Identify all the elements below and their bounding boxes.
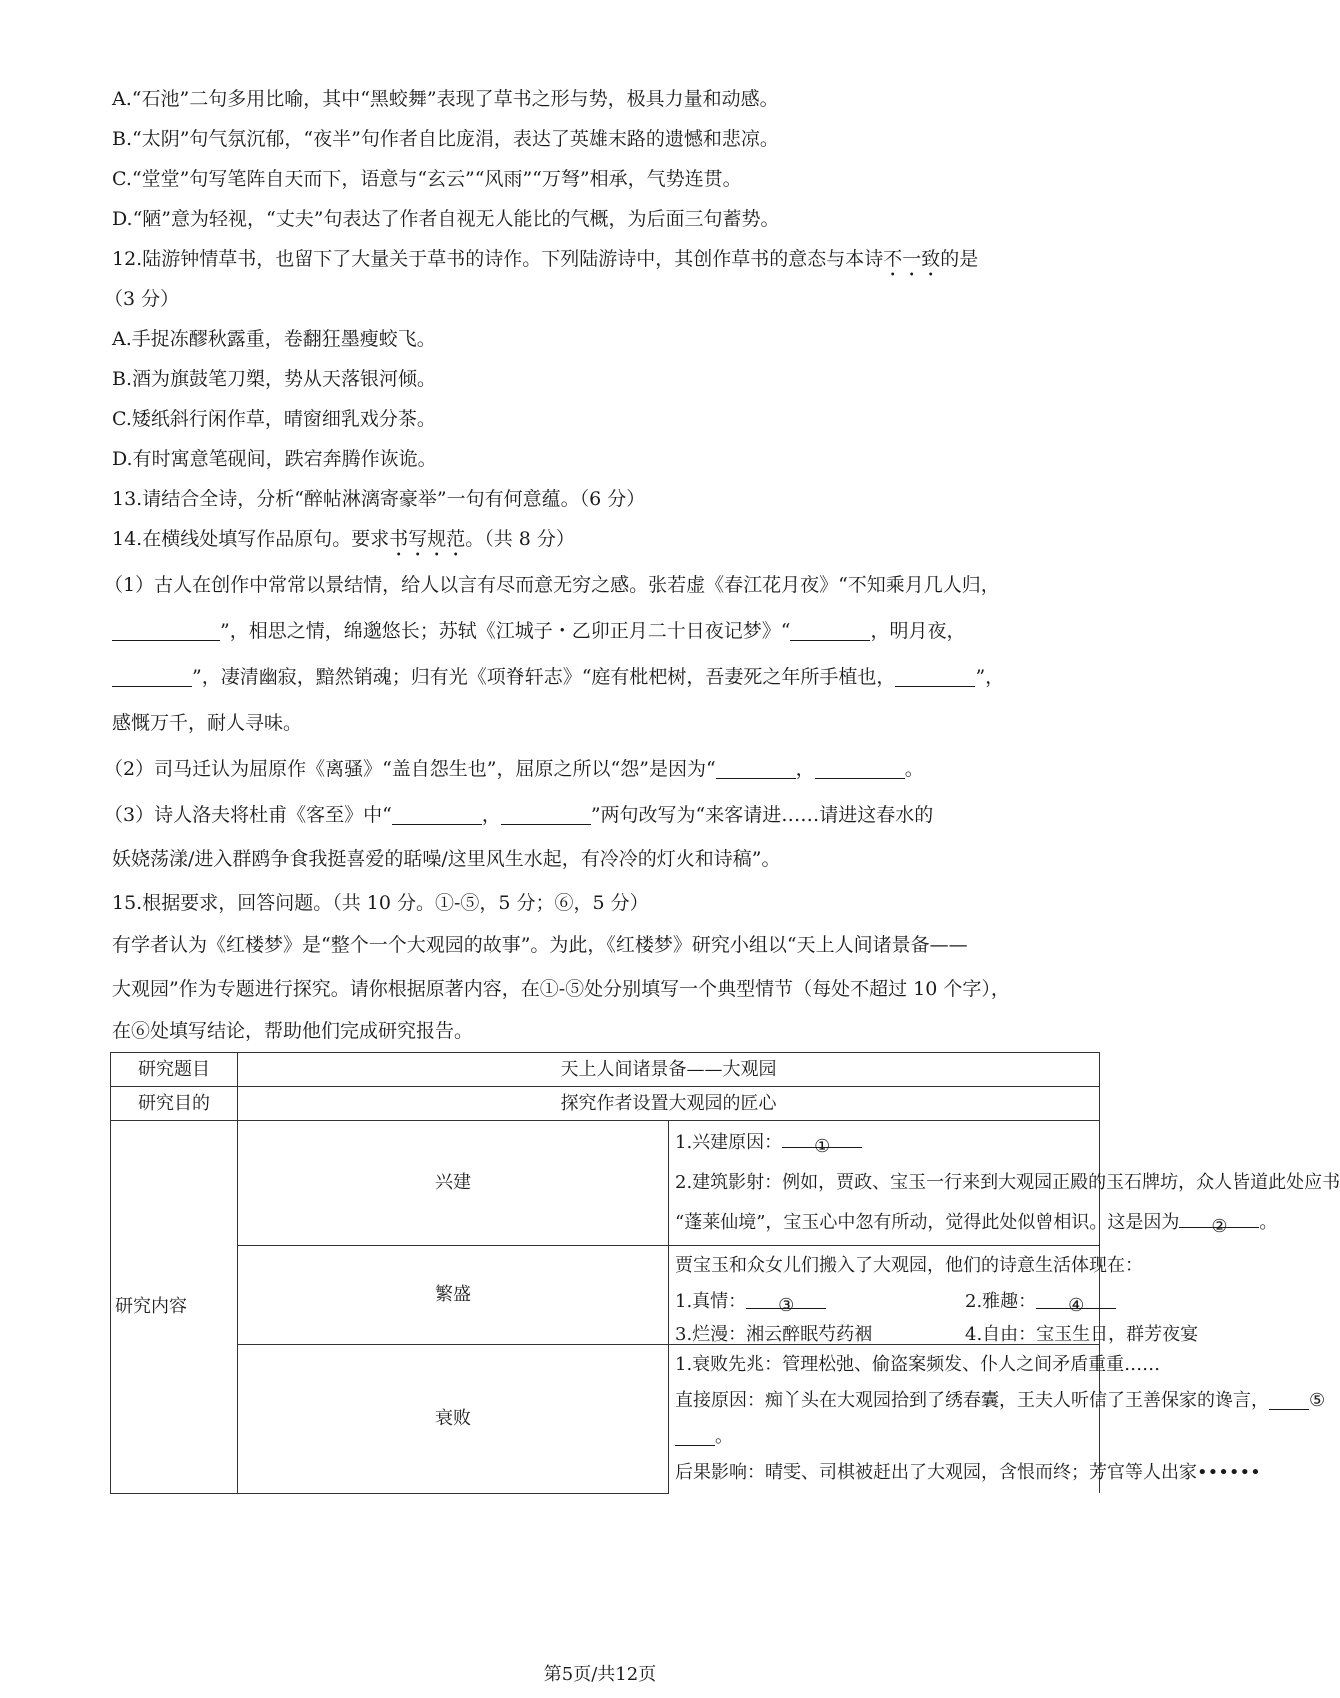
fansheng-line2: 1.真情： ③ 2.雅趣： ④ bbox=[675, 1284, 1093, 1320]
q14-part1-line3: ”，凄清幽寂，黯然销魂；归有光《项脊轩志》“庭有枇杷树，吾妻死之年所手植也， ”， bbox=[112, 664, 1102, 690]
table-row bbox=[111, 1087, 1100, 1121]
answer-blank[interactable] bbox=[112, 620, 220, 641]
section-label-fansheng: 繁盛 bbox=[238, 1246, 669, 1345]
answer-blank-5b[interactable] bbox=[675, 1425, 715, 1446]
q11-option-b: B.“太阴”句气氛沉郁，“夜半”句作者自比庞涓，表达了英雄末路的遗憾和悲凉。 bbox=[112, 128, 779, 150]
answer-blank[interactable] bbox=[392, 804, 482, 825]
blank-5-marker: ⑤ bbox=[1309, 1390, 1326, 1411]
fansheng-line3: 3.烂漫：湘云醉眠芍药裀 4.自由：宝玉生日，群芳夜宴 bbox=[675, 1324, 1199, 1345]
row-label-purpose: 研究目的 bbox=[111, 1087, 238, 1121]
q13-stem: 13.请结合全诗，分析“醉帖淋漓寄豪举”一句有何意蕴。（6 分） bbox=[112, 488, 646, 510]
xingjian-line1: 1.兴建原因： ① bbox=[675, 1123, 1093, 1163]
q14-part1-line1: （1）古人在创作中常常以景结情，给人以言有尽而意无穷之感。张若虚《春江花月夜》“不知乘月几人归， bbox=[104, 574, 1000, 596]
q14-part1-line4: 感慨万千，耐人寻味。 bbox=[112, 712, 303, 734]
q12-score: （3 分） bbox=[104, 288, 180, 310]
research-report-table bbox=[110, 1052, 1340, 1494]
answer-blank[interactable] bbox=[716, 758, 796, 779]
section-xingjian bbox=[669, 1121, 1340, 1246]
row-label-topic: 研究题目 bbox=[111, 1053, 238, 1087]
answer-blank-1[interactable]: ① bbox=[782, 1127, 862, 1148]
q12-option-c: C.矮纸斜行闲作草，晴窗细乳戏分茶。 bbox=[112, 408, 436, 430]
q12-stem: 12.陆游钟情草书，也留下了大量关于草书的诗作。下列陆游诗中，其创作草书的意态与本诗不一致的是 bbox=[112, 248, 979, 270]
q12-option-d: D.有时寓意笔砚间，跌宕奔腾作诙诡。 bbox=[112, 448, 437, 470]
answer-blank-3[interactable]: ③ bbox=[746, 1288, 826, 1309]
xingjian-line2: 2.建筑影射：例如，贾政、宝玉一行来到大观园正殿的玉石牌坊，众人皆道此处应书 bbox=[675, 1172, 1340, 1193]
q14-part1-line2: ”，相思之情，绵邈悠长；苏轼《江城子・乙卯正月二十日夜记梦》“ ，明月夜， bbox=[112, 618, 1102, 644]
answer-blank[interactable] bbox=[112, 666, 192, 687]
q11-option-a: A.“石池”二句多用比喻，其中“黑蛟舞”表现了草书之形与势，极具力量和动感。 bbox=[112, 88, 779, 110]
q12-option-a: A.手捉冻醪秋露重，卷翻狂墨瘦蛟飞。 bbox=[112, 328, 436, 350]
answer-blank-5a[interactable] bbox=[1269, 1389, 1309, 1410]
shuaibai-line2: 直接原因：痴丫头在大观园拾到了绣春囊，王夫人听信了王善保家的谗言， ⑤ bbox=[675, 1390, 1326, 1411]
answer-blank[interactable] bbox=[815, 758, 905, 779]
xingjian-line3: “蓬莱仙境”，宝玉心中忽有所动，觉得此处似曾相识。这是因为 ② 。 bbox=[675, 1203, 1093, 1243]
answer-blank[interactable] bbox=[895, 666, 975, 687]
q12-emphasis: 不一致 bbox=[883, 248, 941, 270]
q15-intro-line1: 有学者认为《红楼梦》是“整个一个大观园的故事”。为此，《红楼梦》研究小组以“天上人间诸景备—— bbox=[112, 934, 968, 956]
section-fansheng bbox=[669, 1246, 1199, 1345]
table-row bbox=[111, 1121, 1100, 1246]
q14-part2: （2）司马迁认为屈原作《离骚》“盖自怨生也”，屈原之所以“怨”是因为“ ， 。 bbox=[104, 758, 924, 780]
q11-option-d: D.“陋”意为轻视，“丈夫”句表达了作者自视无人能比的气概，为后面三句蓄势。 bbox=[112, 208, 780, 230]
q12-option-b: B.酒为旗鼓笔刀槊，势从天落银河倾。 bbox=[112, 368, 437, 390]
shuaibai-line3: 。 bbox=[675, 1419, 1093, 1455]
q15-stem: 15.根据要求，回答问题。（共 10 分。①-⑤，5 分；⑥，5 分） bbox=[112, 892, 649, 914]
section-label-xingjian: 兴建 bbox=[238, 1121, 669, 1246]
shuaibai-line4: 后果影响：晴雯、司棋被赶出了大观园，含恨而终；芳官等人出家•••••• bbox=[675, 1462, 1261, 1483]
row-value-purpose: 探究作者设置大观园的匠心 bbox=[238, 1087, 1100, 1121]
row-label-content: 研究内容 bbox=[111, 1121, 238, 1494]
q15-intro-line2: 大观园”作为专题进行探究。请你根据原著内容，在①-⑤处分别填写一个典型情节（每处不超过 10 个字）， bbox=[112, 978, 1010, 1000]
table-row bbox=[111, 1345, 1100, 1494]
answer-blank-4[interactable]: ④ bbox=[1036, 1288, 1116, 1309]
table-row bbox=[111, 1053, 1100, 1087]
section-label-shuaibai: 衰败 bbox=[238, 1345, 669, 1494]
q14-stem: 14.在横线处填写作品原句。要求书写规范。（共 8 分） bbox=[112, 528, 575, 550]
q14-part3-line1: （3）诗人洛夫将杜甫《客至》中“ ， ”两句改写为“来客请进……请进这春水的 bbox=[104, 804, 934, 826]
row-value-topic: 天上人间诸景备——大观园 bbox=[238, 1053, 1100, 1087]
section-shuaibai bbox=[669, 1345, 1326, 1494]
page-number: 第5页/共12页 bbox=[543, 1664, 657, 1685]
table-row bbox=[111, 1246, 1100, 1345]
answer-blank-2[interactable]: ② bbox=[1179, 1207, 1259, 1228]
q11-option-c: C.“堂堂”句写笔阵自天而下，语意与“玄云”“风雨”“万弩”相承，气势连贯。 bbox=[112, 168, 742, 190]
q14-part3-line2: 妖娆荡漾/进入群鸥争食我挺喜爱的聒噪/这里风生水起，有冷冷的灯火和诗稿”。 bbox=[112, 848, 781, 870]
fansheng-line1: 贾宝玉和众女儿们搬入了大观园，他们的诗意生活体现在： bbox=[675, 1255, 1143, 1276]
answer-blank[interactable] bbox=[501, 804, 591, 825]
q14-emphasis: 书写规范 bbox=[389, 528, 466, 550]
shuaibai-line1: 1.衰败先兆：管理松弛、偷盗案频发、仆人之间矛盾重重…… bbox=[675, 1354, 1161, 1375]
answer-blank[interactable] bbox=[790, 620, 870, 641]
q15-intro-line3: 在⑥处填写结论，帮助他们完成研究报告。 bbox=[112, 1020, 474, 1042]
